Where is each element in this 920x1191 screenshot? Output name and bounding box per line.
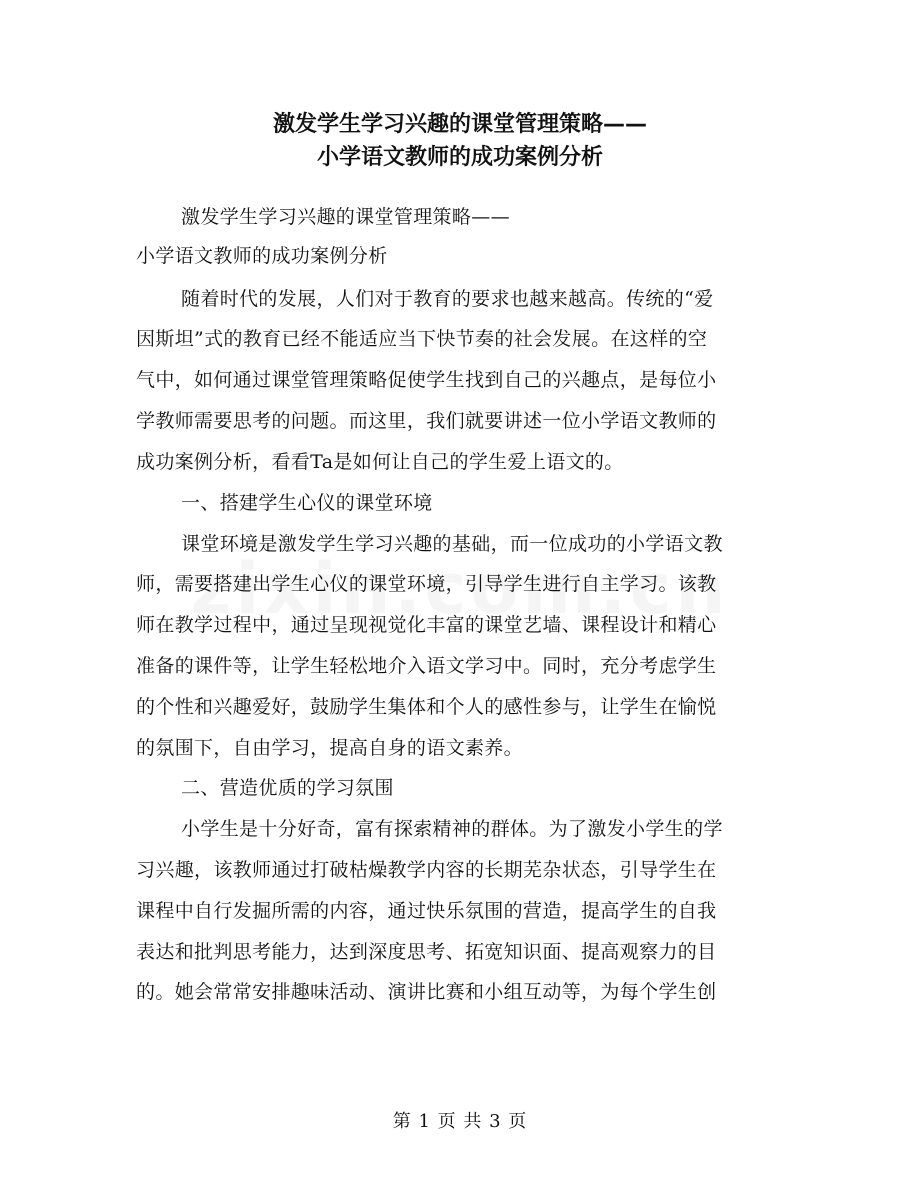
body-line: 课程中自行发掘所需的内容，通过快乐氛围的营造，提高学生的自我	[136, 900, 717, 922]
body-line: 师在教学过程中，通过呈现视觉化丰富的课堂艺墙、课程设计和精心	[136, 614, 717, 636]
body-line: 成功案例分析，看看Ta是如何让自己的学生爱上语文的。	[136, 451, 624, 473]
body-line: 因斯坦”式的教育已经不能适应当下快节奏的社会发展。在这样的空	[136, 328, 708, 350]
page-footer: 第 1 页 共 3 页	[392, 1111, 528, 1132]
body-line: 气中，如何通过课堂管理策略促使学生找到自己的兴趣点，是每位小	[136, 369, 717, 391]
body-line: 的个性和兴趣爱好，鼓励学生集体和个人的感性参与，让学生在愉悦	[136, 696, 717, 718]
body-line: 表达和批判思考能力，达到深度思考、拓宽知识面、提高观察力的目	[136, 941, 717, 963]
body-line: 的。她会常常安排趣味活动、演讲比赛和小组互动等，为每个学生创	[136, 981, 717, 1003]
section-heading: 二、营造优质的学习氛围	[181, 777, 394, 799]
document-title-line-1: 激发学生学习兴趣的课堂管理策略——	[272, 112, 647, 137]
body-line: 的氛围下，自由学习，提高自身的语文素养。	[136, 737, 524, 759]
body-line: 小学生是十分好奇，富有探索精神的群体。为了激发小学生的学	[181, 818, 723, 840]
body-line: 师，需要搭建出学生心仪的课堂环境，引导学生进行自主学习。该教	[136, 573, 717, 595]
section-heading: 一、搭建学生心仪的课堂环境	[181, 492, 433, 514]
body-line: 课堂环境是激发学生学习兴趣的基础，而一位成功的小学语文教	[181, 533, 723, 555]
document-title-line-2: 小学语文教师的成功案例分析	[316, 145, 603, 170]
body-line: 准备的课件等，让学生轻松地介入语文学习中。同时，充分考虑学生	[136, 655, 717, 677]
body-line: 小学语文教师的成功案例分析	[136, 245, 388, 267]
body-line: 随着时代的发展，人们对于教育的要求也越来越高。传统的“爱	[181, 288, 714, 310]
body-line: 习兴趣，该教师通过打破枯燥教学内容的长期芜杂状态，引导学生在	[136, 859, 717, 881]
body-line: 学教师需要思考的问题。而这里，我们就要讲述一位小学语文教师的	[136, 410, 717, 432]
body-line: 激发学生学习兴趣的课堂管理策略——	[181, 206, 510, 228]
